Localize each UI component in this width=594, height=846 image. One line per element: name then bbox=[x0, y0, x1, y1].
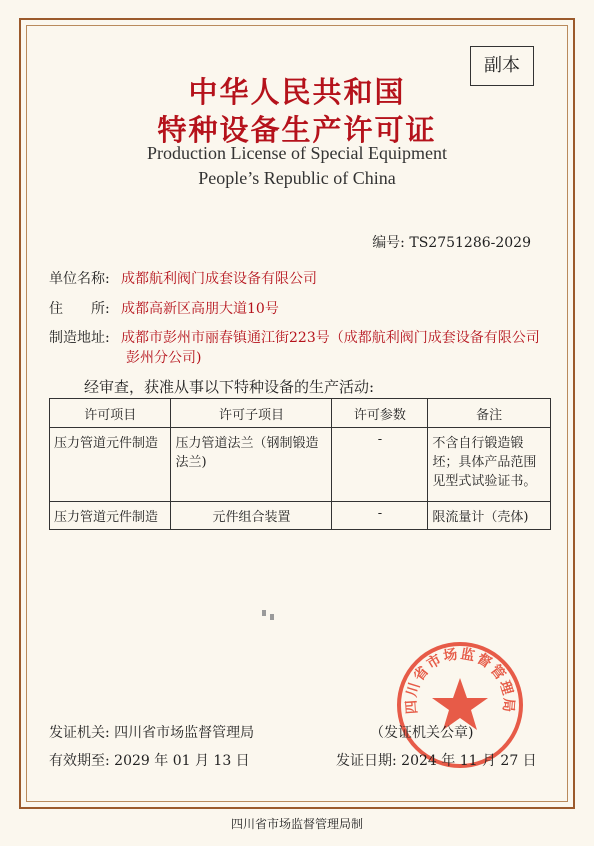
mfg-address-label: 制造地址: bbox=[49, 330, 110, 346]
license-number: 编号: TS2751286-2029 bbox=[372, 235, 531, 251]
issuer-label: 发证机关: bbox=[49, 725, 110, 741]
faint-mark bbox=[262, 610, 266, 616]
cell-remarks: 不含自行锻造锻坯；具体产品范围见型式试验证书。 bbox=[428, 428, 551, 502]
title-chinese-line1: 中华人民共和国 bbox=[188, 75, 406, 109]
issue-date-row bbox=[336, 750, 537, 770]
unit-name-row bbox=[49, 268, 317, 288]
header-permit-item: 许可项目 bbox=[50, 399, 171, 428]
issue-date-label: 发证日期: bbox=[336, 753, 397, 769]
mfg-address-value-cont: 彭州分公司) bbox=[126, 350, 202, 366]
copy-label: 副本 bbox=[470, 46, 534, 86]
issuer-value: 四川省市场监督管理局 bbox=[114, 725, 255, 741]
seal-text: 四川省市场监督管理局 bbox=[403, 646, 517, 715]
header-remarks: 备注 bbox=[428, 399, 551, 428]
cell-permit-param: - bbox=[332, 428, 428, 502]
validity-row bbox=[49, 750, 250, 770]
validity-value: 2029 年 01 月 13 日 bbox=[114, 753, 250, 769]
address-row bbox=[49, 298, 279, 318]
table-header-row bbox=[50, 399, 551, 428]
cell-permit-subitem: 压力管道法兰（钢制锻造法兰) bbox=[171, 428, 332, 502]
permit-table bbox=[49, 398, 551, 530]
intro-text: 经审查，获准从事以下特种设备的生产活动: bbox=[84, 378, 375, 396]
cell-permit-param: - bbox=[332, 502, 428, 530]
header-permit-param: 许可参数 bbox=[332, 399, 428, 428]
cell-permit-item: 压力管道元件制造 bbox=[50, 502, 171, 530]
issue-date-value: 2024 年 11 月 27 日 bbox=[401, 753, 537, 769]
address-label: 住 所: bbox=[49, 301, 110, 317]
validity-label: 有效期至: bbox=[49, 753, 110, 769]
cell-permit-subitem: 元件组合装置 bbox=[171, 502, 332, 530]
footer-issuer: 四川省市场监督管理局制 bbox=[230, 817, 363, 831]
title-chinese-line2: 特种设备生产许可证 bbox=[157, 113, 437, 147]
title-english-line2: People’s Republic of China bbox=[198, 168, 396, 188]
header-permit-subitem: 许可子项目 bbox=[171, 399, 332, 428]
table-row bbox=[50, 502, 551, 530]
cell-remarks: 限流量计（壳体) bbox=[428, 502, 551, 530]
title-english-line1: Production License of Special Equipment bbox=[147, 143, 447, 163]
mfg-address-value: 成都市彭州市丽春镇通江街223号（成都航利阀门成套设备有限公司 bbox=[121, 330, 540, 346]
unit-name-value: 成都航利阀门成套设备有限公司 bbox=[121, 271, 317, 287]
cell-permit-item: 压力管道元件制造 bbox=[50, 428, 171, 502]
issuer-row bbox=[49, 722, 254, 742]
faint-mark bbox=[270, 614, 274, 620]
table-row bbox=[50, 428, 551, 502]
issuer-seal-note: （发证机关公章) bbox=[370, 725, 474, 741]
address-value: 成都高新区高朋大道10号 bbox=[121, 301, 279, 317]
unit-name-label: 单位名称: bbox=[49, 271, 110, 287]
mfg-address-row bbox=[49, 327, 540, 347]
